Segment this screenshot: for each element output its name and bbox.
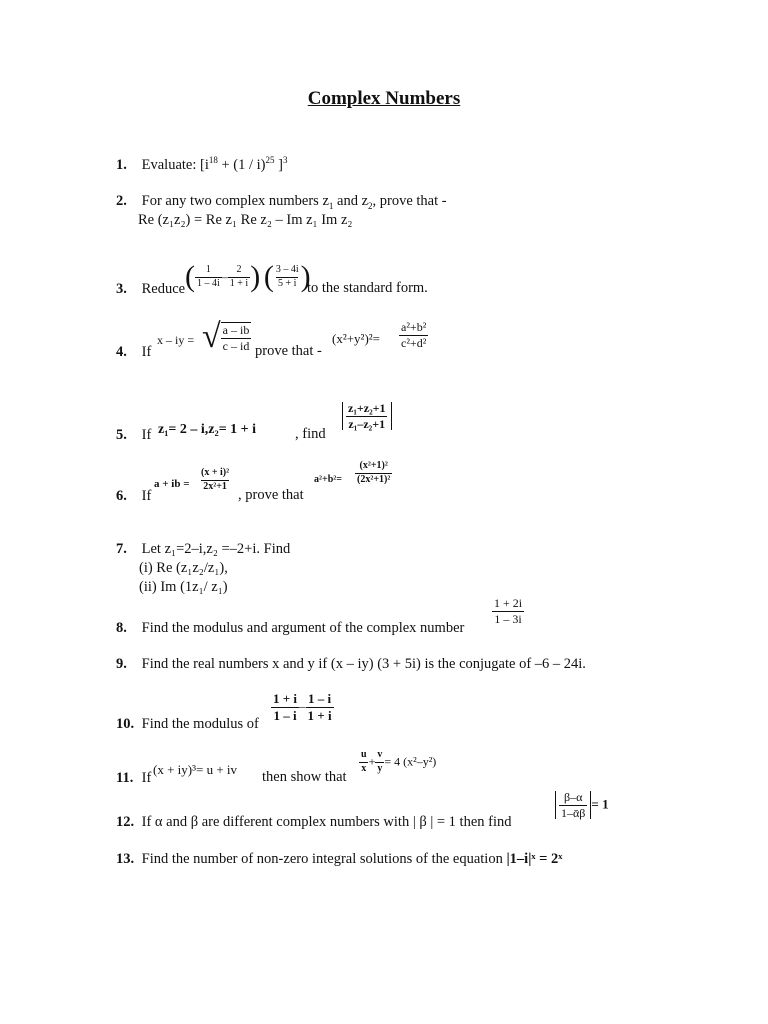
q8-fraction: $\frac{1 + 2i}{1 - 3i}$ <box>494 596 523 626</box>
page-title: Complex Numbers <box>307 88 461 109</box>
q5-expression: z₁= 2 – i,z₂= 1 + i <box>158 422 257 437</box>
q11-prefix: If <box>141 770 152 786</box>
question-7 <box>116 540 290 558</box>
q1-text: Evaluate: [$i^{18} + (1 / i)^{25}$ ]$^3$ <box>141 155 288 173</box>
q2-line-1: For any two complex numbers $z_1$ and $z_2$, prove that - <box>141 193 447 211</box>
q4-lhs: x – iy = <box>157 333 195 347</box>
q11-rhs-expression: $\frac{u}{x}$ + $\frac{v}{y}$ = 4 (x²–y²) <box>361 749 437 774</box>
q3-expression: ( $\frac{1}{1 - 4i}$ – $\frac{2}{1 + i}$ ) ( $\frac{3 - 4i}{5 + i}$ ) <box>185 260 311 293</box>
q6-lhs: a + ib = <box>154 478 190 490</box>
q6-fraction: $\frac{\text{(x + i)²}}{\text{2x²+1}}$ <box>201 467 230 492</box>
question-9 <box>116 655 586 673</box>
q13-text: Find the number of non-zero integral solutions of the equation <box>141 851 503 867</box>
question-number: 7. <box>116 541 127 557</box>
question-number: 3. <box>116 281 127 297</box>
q10-expression: $\frac{1 + i}{1 - i}$ – $\frac{1 - i}{1 + i}$ <box>273 691 332 723</box>
question-2 <box>116 192 447 210</box>
q6-prefix: If <box>141 488 152 504</box>
question-6 <box>116 487 151 505</box>
q3-prefix: Reduce <box>141 281 186 297</box>
question-number: 12. <box>116 814 135 830</box>
q8-text: Find the modulus and argument of the complex number <box>141 620 465 636</box>
question-12 <box>116 813 512 831</box>
q7-line-3: (ii) Im (1z₁/ z₁) <box>139 579 228 595</box>
q7-line-1: Let z₁=2–i,z₂ =–2+i. Find <box>141 541 291 557</box>
q5-prefix: If <box>141 427 152 443</box>
q6-fraction-2: $\frac{\text{(x²+1)²}}{\text{(2x²+1)²}}$ <box>357 460 391 485</box>
question-number: 8. <box>116 620 127 636</box>
question-5 <box>116 426 151 444</box>
q11-mid: then show that <box>262 769 347 785</box>
question-10 <box>116 715 259 733</box>
question-4 <box>116 343 151 361</box>
question-number: 10. <box>116 716 135 732</box>
question-number: 2. <box>116 193 127 209</box>
q12-text: If α and β are different complex numbers with | β | = 1 then find <box>141 814 512 830</box>
q4-fraction: $\frac{\text{a²+b²}}{\text{c²+d²}}$ <box>401 320 427 350</box>
q5-modulus: $\frac{\text{z₁+z₂+1}}{\text{z₁–z₂+1}}$ <box>342 402 392 430</box>
q11-lhs: (x + iy)³= u + iv <box>153 762 238 777</box>
question-8 <box>116 619 464 637</box>
question-number: 6. <box>116 488 127 504</box>
question-11 <box>116 769 151 787</box>
q7-line-2: (i) Re (z₁z₂/z₁), <box>139 560 228 576</box>
q9-text: Find the real numbers x and y if (x – iy) (3 + 5i) is the conjugate of –6 – 24i. <box>141 656 586 672</box>
question-number: 5. <box>116 427 127 443</box>
question-number: 4. <box>116 344 127 360</box>
question-number: 13. <box>116 851 135 867</box>
q4-mid: prove that - <box>255 343 322 359</box>
question-13 <box>116 850 562 868</box>
q5-mid: , find <box>295 426 326 442</box>
q6-lhs-2: a²+b²= <box>314 474 342 485</box>
q13-equation: |1–i|ˣ = 2ˣ <box>506 851 563 867</box>
q12-modulus: $\frac{\beta-\alpha}{\text{1–ᾱβ}}$ = 1 <box>555 791 609 819</box>
q4-prefix: If <box>141 344 152 360</box>
q2-line-2: Re (z₁z₂) = Re z₁ Re z₂ – Im z₁ Im z₂ <box>138 212 353 228</box>
q3-suffix: to the standard form. <box>307 280 428 296</box>
question-3 <box>116 280 185 298</box>
q6-mid: , prove that <box>238 487 304 503</box>
q10-text: Find the modulus of <box>141 716 259 732</box>
question-number: 11. <box>116 770 134 786</box>
question-number: 9. <box>116 656 127 672</box>
question-1 <box>116 156 287 174</box>
q4-sqrt: √ $\frac{a - ib}{c - id}$ <box>202 318 250 356</box>
q4-lhs-2: (x²+y²)²= <box>332 331 381 346</box>
question-number: 1. <box>116 157 127 173</box>
